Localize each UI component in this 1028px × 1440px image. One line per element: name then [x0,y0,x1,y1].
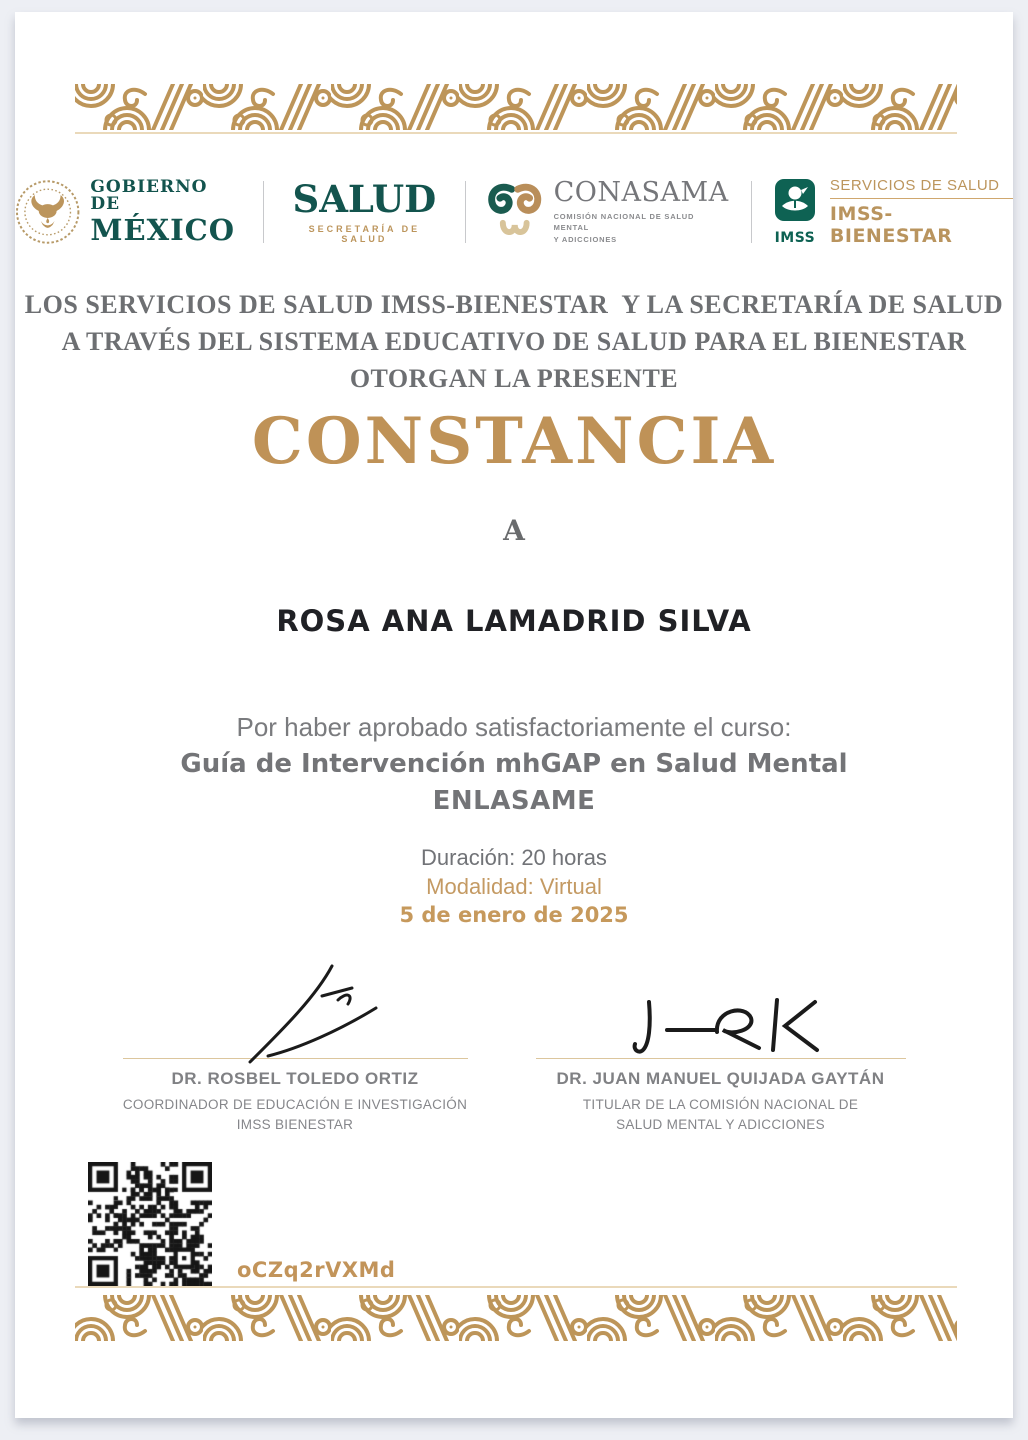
imss-logo-text: IMSS [774,230,816,246]
signatures-row [15,960,1013,1135]
course-intro: Por haber aprobado satisfactoriamente el curso: [236,712,792,742]
recipient-name: ROSA ANA LAMADRID SILVA [276,604,752,638]
signer-title-1: COORDINADOR DE EDUCACIÓN E INVESTIGACIÓN [122,1097,468,1112]
salud-subtitle: SECRETARÍA DE SALUD [308,223,421,244]
mexico-seal-icon [15,179,80,245]
conasama-title: CONASAMA [553,177,729,209]
signature-block-left [123,960,468,1135]
imss-line1: SERVICIOS DE SALUD [830,177,1013,199]
ornamental-border-top [75,84,957,130]
logo-row [15,162,1013,262]
gobierno-mexico-logo [15,179,243,245]
course-duration: Duración: 20 horas [421,845,607,870]
issuer-heading-line-3: OTORGAN LA PRESENTE [349,364,679,393]
logo-divider [751,181,752,243]
logo-divider [465,181,466,243]
salud-title: SALUD [292,176,437,221]
gobierno-line1: GOBIERNO DE [90,177,208,214]
signature-juan-quijada [611,960,831,1064]
conasama-icon [486,181,543,243]
signer-title-2: SALUD MENTAL Y ADICCIONES [616,1117,825,1132]
imss-bienestar-logo [772,177,1013,247]
signature-rosbel-toledo [180,960,410,1064]
course-modality: Modalidad: Virtual [426,874,602,899]
signer-name: DR. JUAN MANUEL QUIJADA GAYTÁN [556,1069,885,1088]
ornamental-rule-bottom [75,1286,957,1288]
signature-rule [123,1058,468,1059]
course-date: 5 de enero de 2025 [399,903,629,927]
conasama-logo [486,179,731,245]
qr-code [88,1162,212,1286]
signer-title-2: IMSS BIENESTAR [236,1117,354,1132]
conasama-subtitle-2: Y ADICCIONES [553,234,617,244]
gobierno-line2: MÉXICO [90,213,236,247]
issuer-heading-line-1: LOS SERVICIOS DE SALUD IMSS-BIENESTAR Y LA SECRETARÍA DE SALUD [24,290,1004,319]
verification-code: oCZq2rVXMd [237,1258,396,1282]
signature-rule [536,1058,906,1059]
course-name-line2: ENLASAME [432,786,596,816]
signer-title-1: TITULAR DE LA COMISIÓN NACIONAL DE [582,1097,859,1112]
ornamental-rule-top [75,132,957,134]
course-name-line1: Guía de Intervención mhGAP en Salud Mental [180,749,848,779]
issuer-heading-line-2: A TRAVÉS DEL SISTEMA EDUCATIVO DE SALUD PARA EL BIENESTAR [61,327,967,356]
logo-divider [263,181,264,243]
certificate-title: CONSTANCIA [251,404,777,479]
certificate-page [15,12,1013,1418]
ornamental-border-bottom [75,1295,957,1341]
signer-name: DR. ROSBEL TOLEDO ORTIZ [171,1069,419,1088]
to-label: A [503,514,525,547]
imss-line2: IMSS-BIENESTAR [829,203,953,247]
salud-logo [284,176,446,244]
signature-block-right [536,960,906,1135]
imss-eagle-icon [772,178,818,224]
conasama-subtitle-1: COMISIÓN NACIONAL DE SALUD MENTAL [553,212,695,233]
